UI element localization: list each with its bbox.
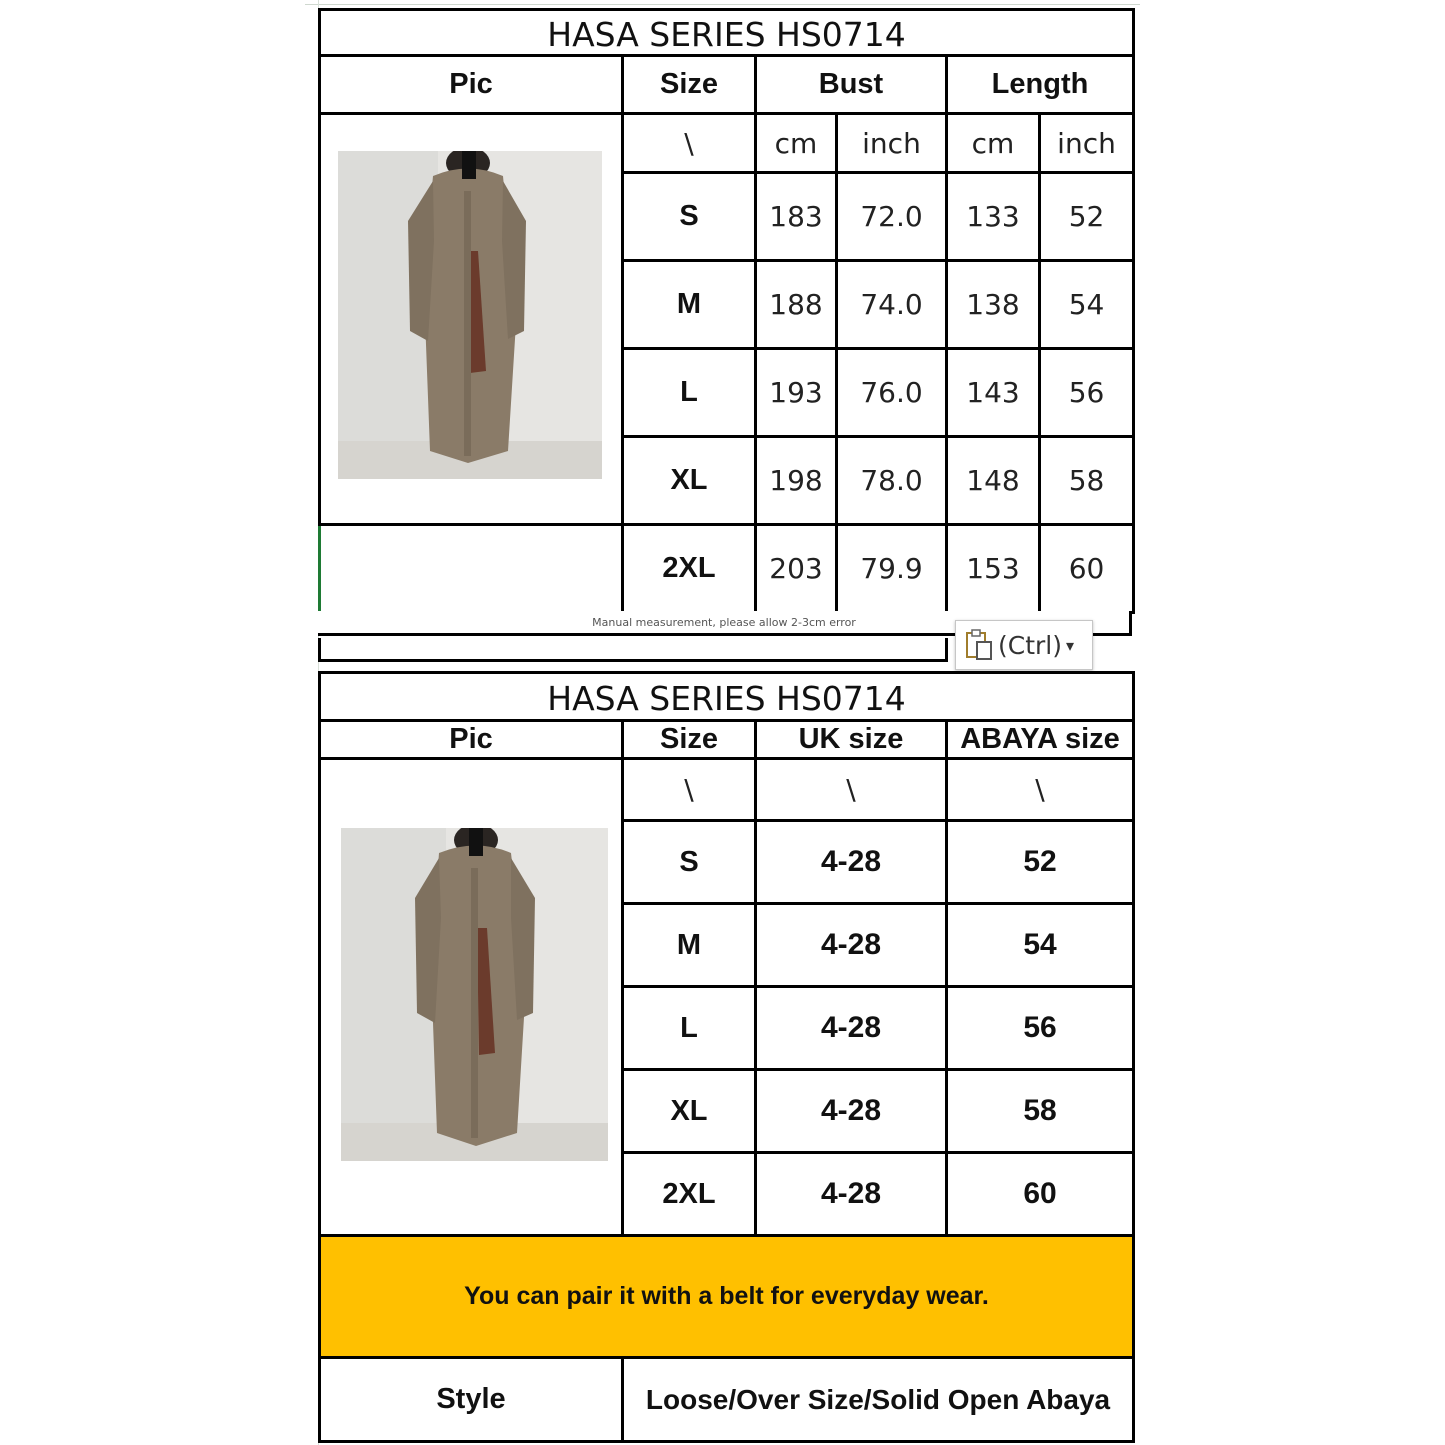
length-inch-cell: 58 [1040,437,1134,525]
uk-size-cell: 4-28 [756,904,947,987]
bust-cm-cell: 203 [756,525,837,613]
length-inch-cell: 60 [1040,525,1134,613]
length-cm-cell: 143 [947,349,1040,437]
size-cell: 2XL [623,1153,756,1236]
bust-inch-cell: 74.0 [837,261,947,349]
length-cm-cell: 153 [947,525,1040,613]
header-length: Length [947,56,1134,114]
length-cm-cell: 138 [947,261,1040,349]
abaya-model-image [338,151,602,479]
selected-cell-outline [318,638,948,662]
style-label: Style [320,1358,623,1442]
table-row [320,525,1134,613]
size-cell: M [623,904,756,987]
table-title: HASA SERIES HS0714 [320,673,1134,721]
header-uk-size: UK size [756,721,947,759]
uk-size-cell: 4-28 [756,821,947,904]
abaya-size-cell: 60 [947,1153,1134,1236]
subheader-size: \ [623,759,756,821]
abaya-size-cell: 58 [947,1070,1134,1153]
product-photo-top [338,151,602,479]
bust-inch-cell: 79.9 [837,525,947,613]
size-cell: XL [623,1070,756,1153]
abaya-size-cell: 56 [947,987,1134,1070]
bust-cm-cell: 193 [756,349,837,437]
header-pic: Pic [320,56,623,114]
bust-cm-cell: 188 [756,261,837,349]
size-cell: S [623,173,756,261]
abaya-size-cell: 52 [947,821,1134,904]
size-cell: S [623,821,756,904]
length-cm-cell: 148 [947,437,1040,525]
size-cell: 2XL [623,525,756,613]
header-bust: Bust [756,56,947,114]
uk-size-cell: 4-28 [756,1070,947,1153]
pairing-banner: You can pair it with a belt for everyday wear. [320,1236,1134,1358]
sheet-top-gridline [305,4,1140,5]
subheader-bust-inch: inch [837,114,947,173]
length-cm-cell: 133 [947,173,1040,261]
product-photo-bottom [341,828,608,1161]
length-inch-cell: 52 [1040,173,1134,261]
length-inch-cell: 56 [1040,349,1134,437]
bust-cm-cell: 198 [756,437,837,525]
abaya-model-image [341,828,608,1161]
size-cell: XL [623,437,756,525]
subheader-abaya: \ [947,759,1134,821]
bust-inch-cell: 76.0 [837,349,947,437]
size-cell: L [623,349,756,437]
subheader-uk: \ [756,759,947,821]
uk-size-cell: 4-28 [756,1153,947,1236]
paste-options-label: (Ctrl) [998,630,1062,660]
header-size: Size [623,721,756,759]
clipboard-icon [964,629,994,661]
header-size: Size [623,56,756,114]
size-cell: M [623,261,756,349]
header-pic: Pic [320,721,623,759]
subheader-length-inch: inch [1040,114,1134,173]
table-title: HASA SERIES HS0714 [320,10,1134,56]
subheader-length-cm: cm [947,114,1040,173]
bust-inch-cell: 72.0 [837,173,947,261]
paste-options-button[interactable] [955,620,1093,670]
style-value: Loose/Over Size/Solid Open Abaya [623,1358,1134,1442]
row-header-strip [305,0,319,1445]
bust-inch-cell: 78.0 [837,437,947,525]
subheader-bust-cm: cm [756,114,837,173]
bust-cm-cell: 183 [756,173,837,261]
length-inch-cell: 54 [1040,261,1134,349]
abaya-size-cell: 54 [947,904,1134,987]
chevron-down-icon: ▾ [1066,635,1075,655]
size-cell: L [623,987,756,1070]
uk-size-cell: 4-28 [756,987,947,1070]
subheader-size: \ [623,114,756,173]
header-abaya-size: ABAYA size [947,721,1134,759]
measurement-note: Manual measurement, please allow 2-3cm error [592,616,856,629]
empty-pic-cell[interactable] [320,525,623,613]
